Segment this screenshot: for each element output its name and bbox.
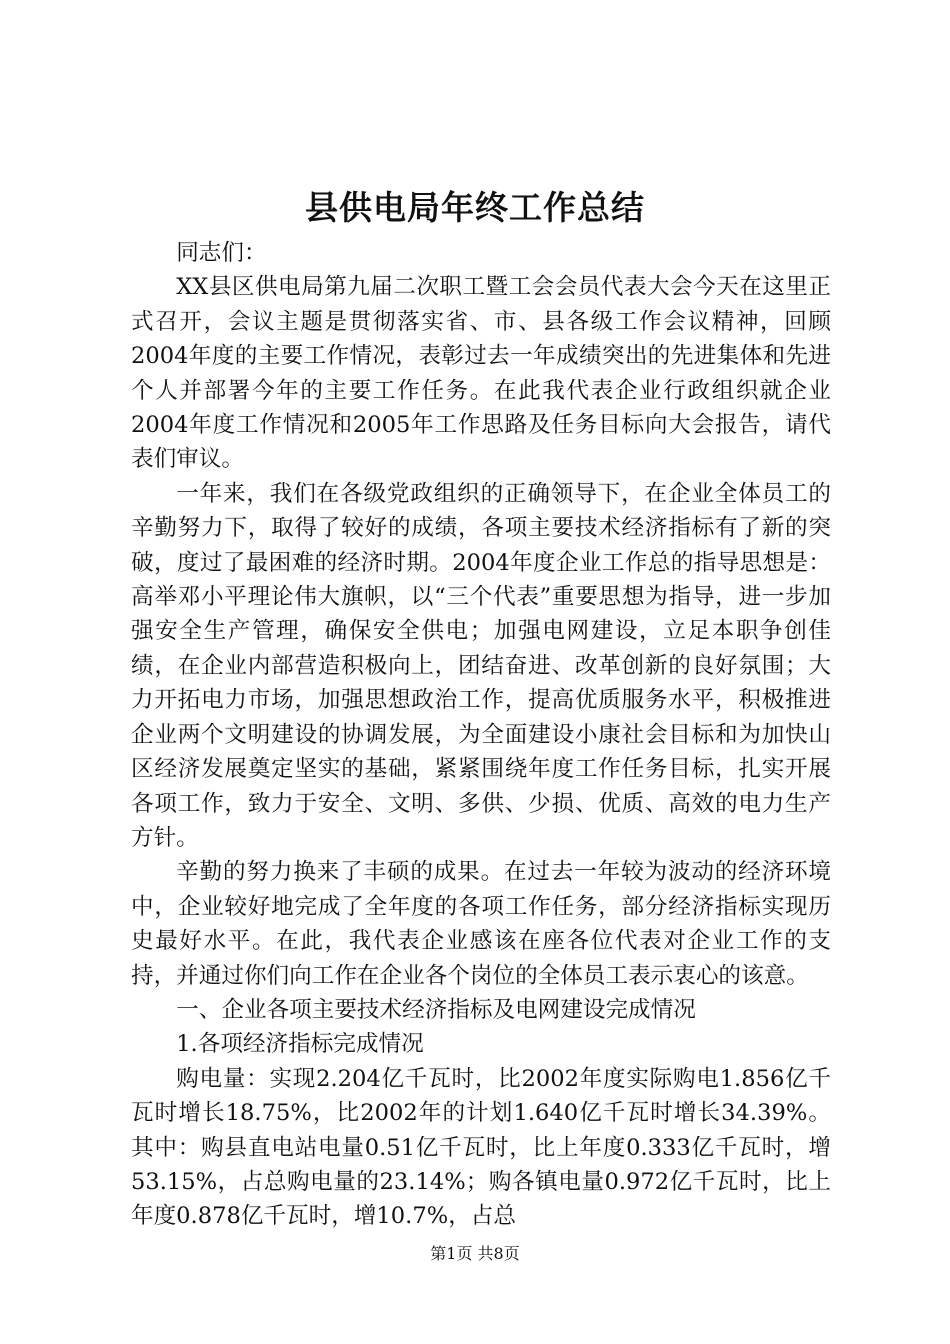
section-heading: 一、企业各项主要技术经济指标及电网建设完成情况 xyxy=(176,996,696,1023)
document-body xyxy=(131,236,831,1234)
paragraph-intro: XX县区供电局第九届二次职工暨工会会员代表大会今天在这里正式召开，会议主题是贯彻落实省、市、县各级工作会议精神，回顾2004年度的主要工作情况，表彰过去一年成绩突出的先进集体和先进个人并部署今年的主要工作任务。在此我代表企业行政组织就企业2004年度工作情况和2005年工作思路及任务目标向大会报告，请代表们审议。 xyxy=(131,274,831,473)
paragraph-results: 辛勤的努力换来了丰硕的成果。在过去一年较为波动的经济环境中，企业较好地完成了全年度的各项工作任务，部分经济指标实现历史最好水平。在此，我代表企业感该在座各位代表对企业工作的支持，并通过你们向工作在企业各个岗位的全体员工表示衷心的该意。 xyxy=(131,859,831,989)
paragraph-purchase: 购电量：实现2.204亿千瓦时，比2002年度实际购电1.856亿千瓦时增长18.75%，比2002年的计划1.640亿千瓦时增长34.39%。其中：购县直电站电量0.51亿千瓦时，比上年度0.333亿千瓦时，增53.15%，占总购电量的23.14%；购各镇电量0.972亿千瓦时，比上年度0.878亿千瓦时，增10.7%，占总 xyxy=(131,1065,831,1230)
document-title: 县供电局年终工作总结 xyxy=(305,188,645,227)
page-number: 第1页 共8页 xyxy=(430,1244,520,1263)
paragraph-review: 一年来，我们在各级党政组织的正确领导下，在企业全体员工的辛勤努力下，取得了较好的成绩，各项主要技术经济指标有了新的突破，度过了最困难的经济时期。2004年度企业工作总的指导思想是：高举邓小平理论伟大旗帜，以“三个代表”重要思想为指导，进一步加强安全生产管理，确保安全供电；加强电网建设，立足本职争创佳绩，在企业内部营造积极向上，团结奋进、改革创新的良好氛围；大力开拓电力市场，加强思想政治工作，提高优质服务水平，积极推进企业两个文明建设的协调发展，为全面建设小康社会目标和为加快山区经济发展奠定坚实的基础，紧紧围绕年度工作任务目标，扎实开展各项工作，致力于安全、文明、多供、少损、优质、高效的电力生产方针。 xyxy=(131,480,831,851)
salutation: 同志们： xyxy=(176,240,267,266)
subsection-heading: 1.各项经济指标完成情况 xyxy=(176,1031,424,1058)
